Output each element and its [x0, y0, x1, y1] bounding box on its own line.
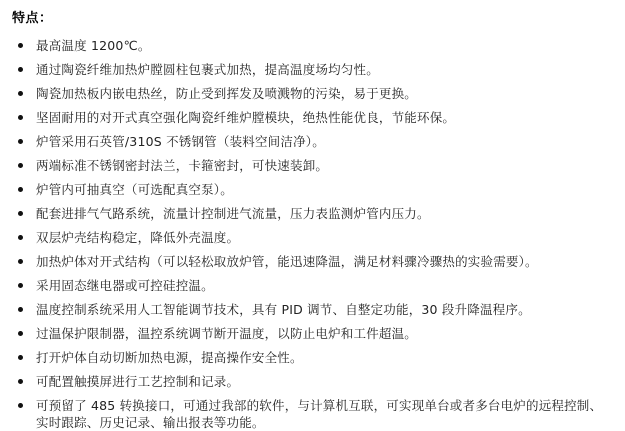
list-item — [10, 397, 615, 431]
bullet-icon — [18, 187, 23, 192]
list-item-label: 加热炉体对开式结构（可以轻松取放炉管，能迅速降温，满足材料骤冷骤热的实验需要）。 — [36, 254, 538, 269]
bullet-icon — [18, 403, 23, 408]
bullet-icon — [18, 355, 23, 360]
bullet-icon — [18, 43, 23, 48]
list-item — [10, 157, 615, 174]
list-item-label: 坚固耐用的对开式真空强化陶瓷纤维炉膛模块，绝热性能优良，节能环保。 — [36, 110, 456, 125]
list-item — [10, 85, 615, 102]
list-item — [10, 37, 615, 54]
feature-list — [10, 37, 615, 431]
bullet-icon — [18, 283, 23, 288]
list-item-label: 打开炉体自动切断加热电源，提高操作安全性。 — [36, 350, 303, 365]
list-item-label: 配套进排气气路系统，流量计控制进气流量，压力表监测炉管内压力。 — [36, 206, 430, 221]
list-item-label: 两端标准不锈钢密封法兰，卡箍密封，可快速装卸。 — [36, 158, 329, 173]
list-item — [10, 349, 615, 366]
list-item-label-continuation: 实时跟踪、历史记录、输出报表等功能。 — [36, 415, 265, 430]
list-item-label: 双层炉壳结构稳定，降低外壳温度。 — [36, 230, 240, 245]
list-item-label: 温度控制系统采用人工智能调节技术，具有 PID 调节、自整定功能，30 段升降温程序。 — [36, 302, 531, 317]
list-item — [10, 277, 615, 294]
list-item — [10, 205, 615, 222]
bullet-icon — [18, 67, 23, 72]
list-item — [10, 253, 615, 270]
list-item — [10, 325, 615, 342]
list-item-label: 炉管采用石英管/310S 不锈钢管（装料空间洁净）。 — [36, 134, 325, 149]
list-item-label: 采用固态继电器或可控硅控温。 — [36, 278, 214, 293]
bullet-icon — [18, 259, 23, 264]
list-item — [10, 373, 615, 390]
page-title: 特点： — [12, 11, 53, 26]
bullet-icon — [18, 307, 23, 312]
list-item-label: 通过陶瓷纤维加热炉膛圆柱包裹式加热，提高温度场均匀性。 — [36, 62, 379, 77]
bullet-icon — [18, 115, 23, 120]
list-item-label: 陶瓷加热板内嵌电热丝，防止受到挥发及喷溅物的污染，易于更换。 — [36, 86, 418, 101]
bullet-icon — [18, 91, 23, 96]
list-item — [10, 109, 615, 126]
list-item — [10, 301, 615, 318]
list-item — [10, 61, 615, 78]
bullet-icon — [18, 163, 23, 168]
list-item-label: 可预留了 485 转换接口，可通过我部的软件，与计算机互联，可实现单台或者多台电炉的远程控制、 — [36, 398, 603, 413]
list-item — [10, 133, 615, 150]
list-item — [10, 181, 615, 198]
bullet-icon — [18, 235, 23, 240]
bullet-icon — [18, 331, 23, 336]
list-item — [10, 229, 615, 246]
list-item-label: 炉管内可抽真空（可选配真空泵）。 — [36, 182, 233, 197]
bullet-icon — [18, 139, 23, 144]
list-item-label: 最高温度 1200℃。 — [36, 38, 151, 53]
bullet-icon — [18, 379, 23, 384]
bullet-icon — [18, 211, 23, 216]
list-item-label: 可配置触摸屏进行工艺控制和记录。 — [36, 374, 240, 389]
list-item-label: 过温保护限制器，温控系统调节断开温度，以防止电炉和工件超温。 — [36, 326, 418, 341]
